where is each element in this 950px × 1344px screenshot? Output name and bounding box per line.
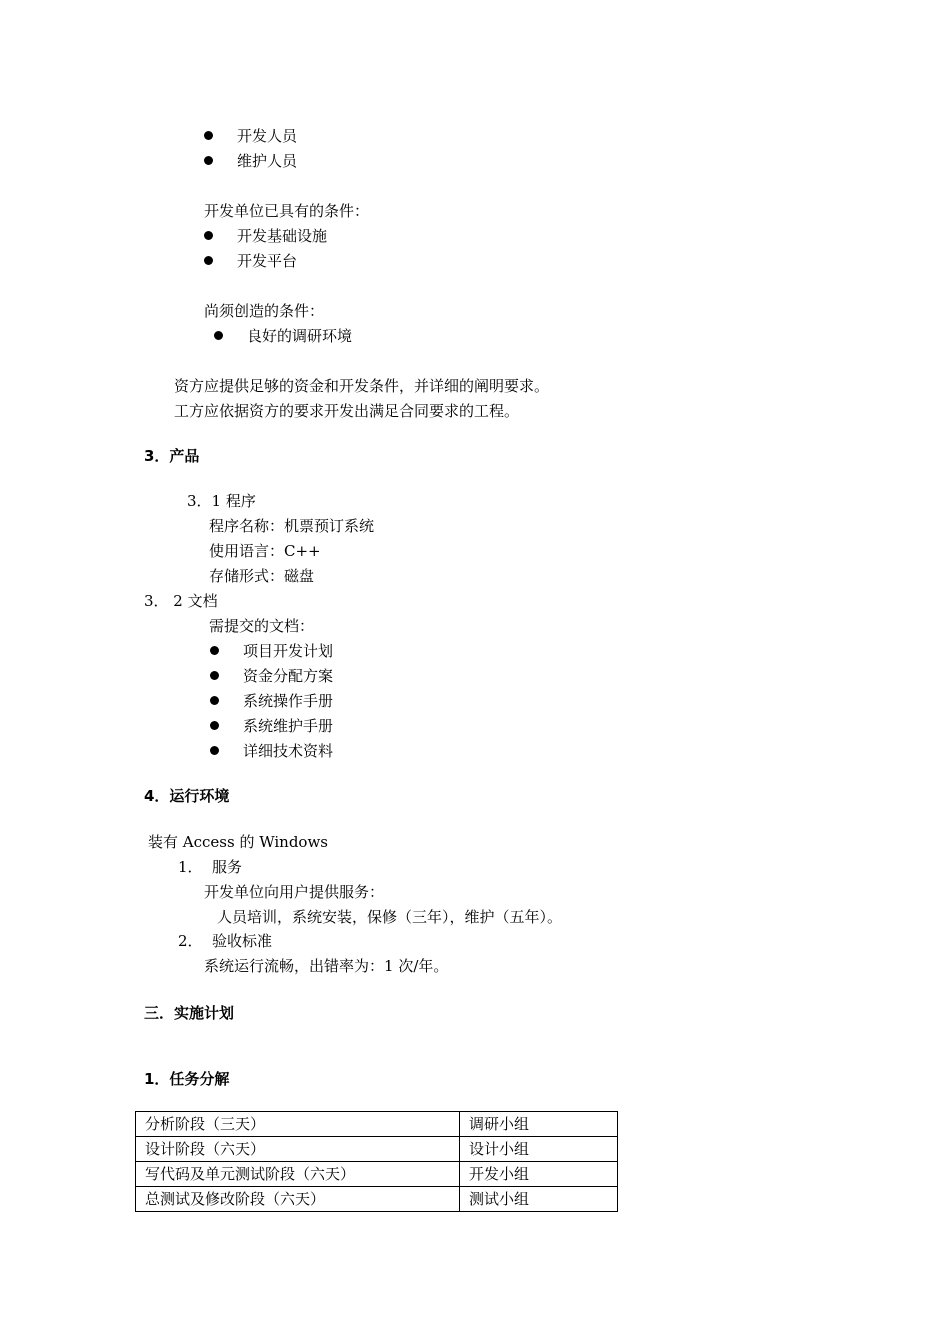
bullet-icon (204, 231, 213, 240)
task-phase: 设计阶段（六天） (136, 1137, 460, 1162)
table-row (136, 1112, 618, 1137)
acceptance-label: 验收标准 (212, 932, 273, 950)
docs-heading: 3． 2 文档 (144, 592, 218, 610)
service-label: 服务 (212, 858, 243, 876)
docs-intro: 需提交的文档： (209, 617, 315, 635)
program-language: 使用语言：C++ (209, 542, 321, 560)
part-3-title: 三．实施计划 (144, 1004, 235, 1022)
program-name: 程序名称：机票预订系统 (209, 517, 375, 535)
task-table (135, 1111, 618, 1212)
service-number: 1． (178, 858, 203, 876)
list-item: 开发人员 (237, 127, 298, 145)
list-item: 开发平台 (237, 252, 298, 270)
task-breakdown-title: 1．任务分解 (144, 1070, 230, 1088)
section-4-title: 4．运行环境 (144, 787, 230, 805)
acceptance-number: 2． (178, 932, 203, 950)
table-row (136, 1162, 618, 1187)
program-heading: 3．1 程序 (187, 492, 256, 510)
table-row (136, 1137, 618, 1162)
existing-conditions-heading: 开发单位已具有的条件： (204, 202, 370, 220)
list-item: 系统维护手册 (243, 717, 334, 735)
section-3-title: 3．产品 (144, 447, 200, 465)
list-item: 项目开发计划 (243, 642, 334, 660)
required-conditions-heading: 尚须创造的条件： (204, 302, 325, 320)
list-item: 良好的调研环境 (247, 327, 353, 345)
list-item: 系统操作手册 (243, 692, 334, 710)
bullet-icon (210, 746, 219, 755)
task-team: 设计小组 (460, 1137, 618, 1162)
bullet-icon (210, 696, 219, 705)
bullet-icon (210, 721, 219, 730)
task-team: 调研小组 (460, 1112, 618, 1137)
task-phase: 分析阶段（三天） (136, 1112, 460, 1137)
task-team: 开发小组 (460, 1162, 618, 1187)
table-row (136, 1187, 618, 1212)
task-phase: 总测试及修改阶段（六天） (136, 1187, 460, 1212)
bullet-icon (204, 256, 213, 265)
acceptance-detail: 系统运行流畅，出错率为：1 次/年。 (204, 957, 449, 975)
bullet-icon (204, 156, 213, 165)
bullet-icon (204, 131, 213, 140)
obligation-line: 资方应提供足够的资金和开发条件，并详细的阐明要求。 (174, 377, 550, 395)
program-storage: 存储形式：磁盘 (209, 567, 315, 585)
task-phase: 写代码及单元测试阶段（六天） (136, 1162, 460, 1187)
list-item: 开发基础设施 (237, 227, 328, 245)
service-intro: 开发单位向用户提供服务： (204, 883, 385, 901)
bullet-icon (210, 646, 219, 655)
service-detail: 人员培训，系统安装，保修（三年），维护（五年）。 (217, 908, 563, 926)
task-team: 测试小组 (460, 1187, 618, 1212)
list-item: 维护人员 (237, 152, 298, 170)
bullet-icon (210, 671, 219, 680)
list-item: 资金分配方案 (243, 667, 334, 685)
bullet-icon (214, 331, 223, 340)
list-item: 详细技术资料 (243, 742, 334, 760)
obligation-line: 工方应依据资方的要求开发出满足合同要求的工程。 (174, 402, 520, 420)
environment-text: 装有 Access 的 Windows (148, 833, 328, 851)
